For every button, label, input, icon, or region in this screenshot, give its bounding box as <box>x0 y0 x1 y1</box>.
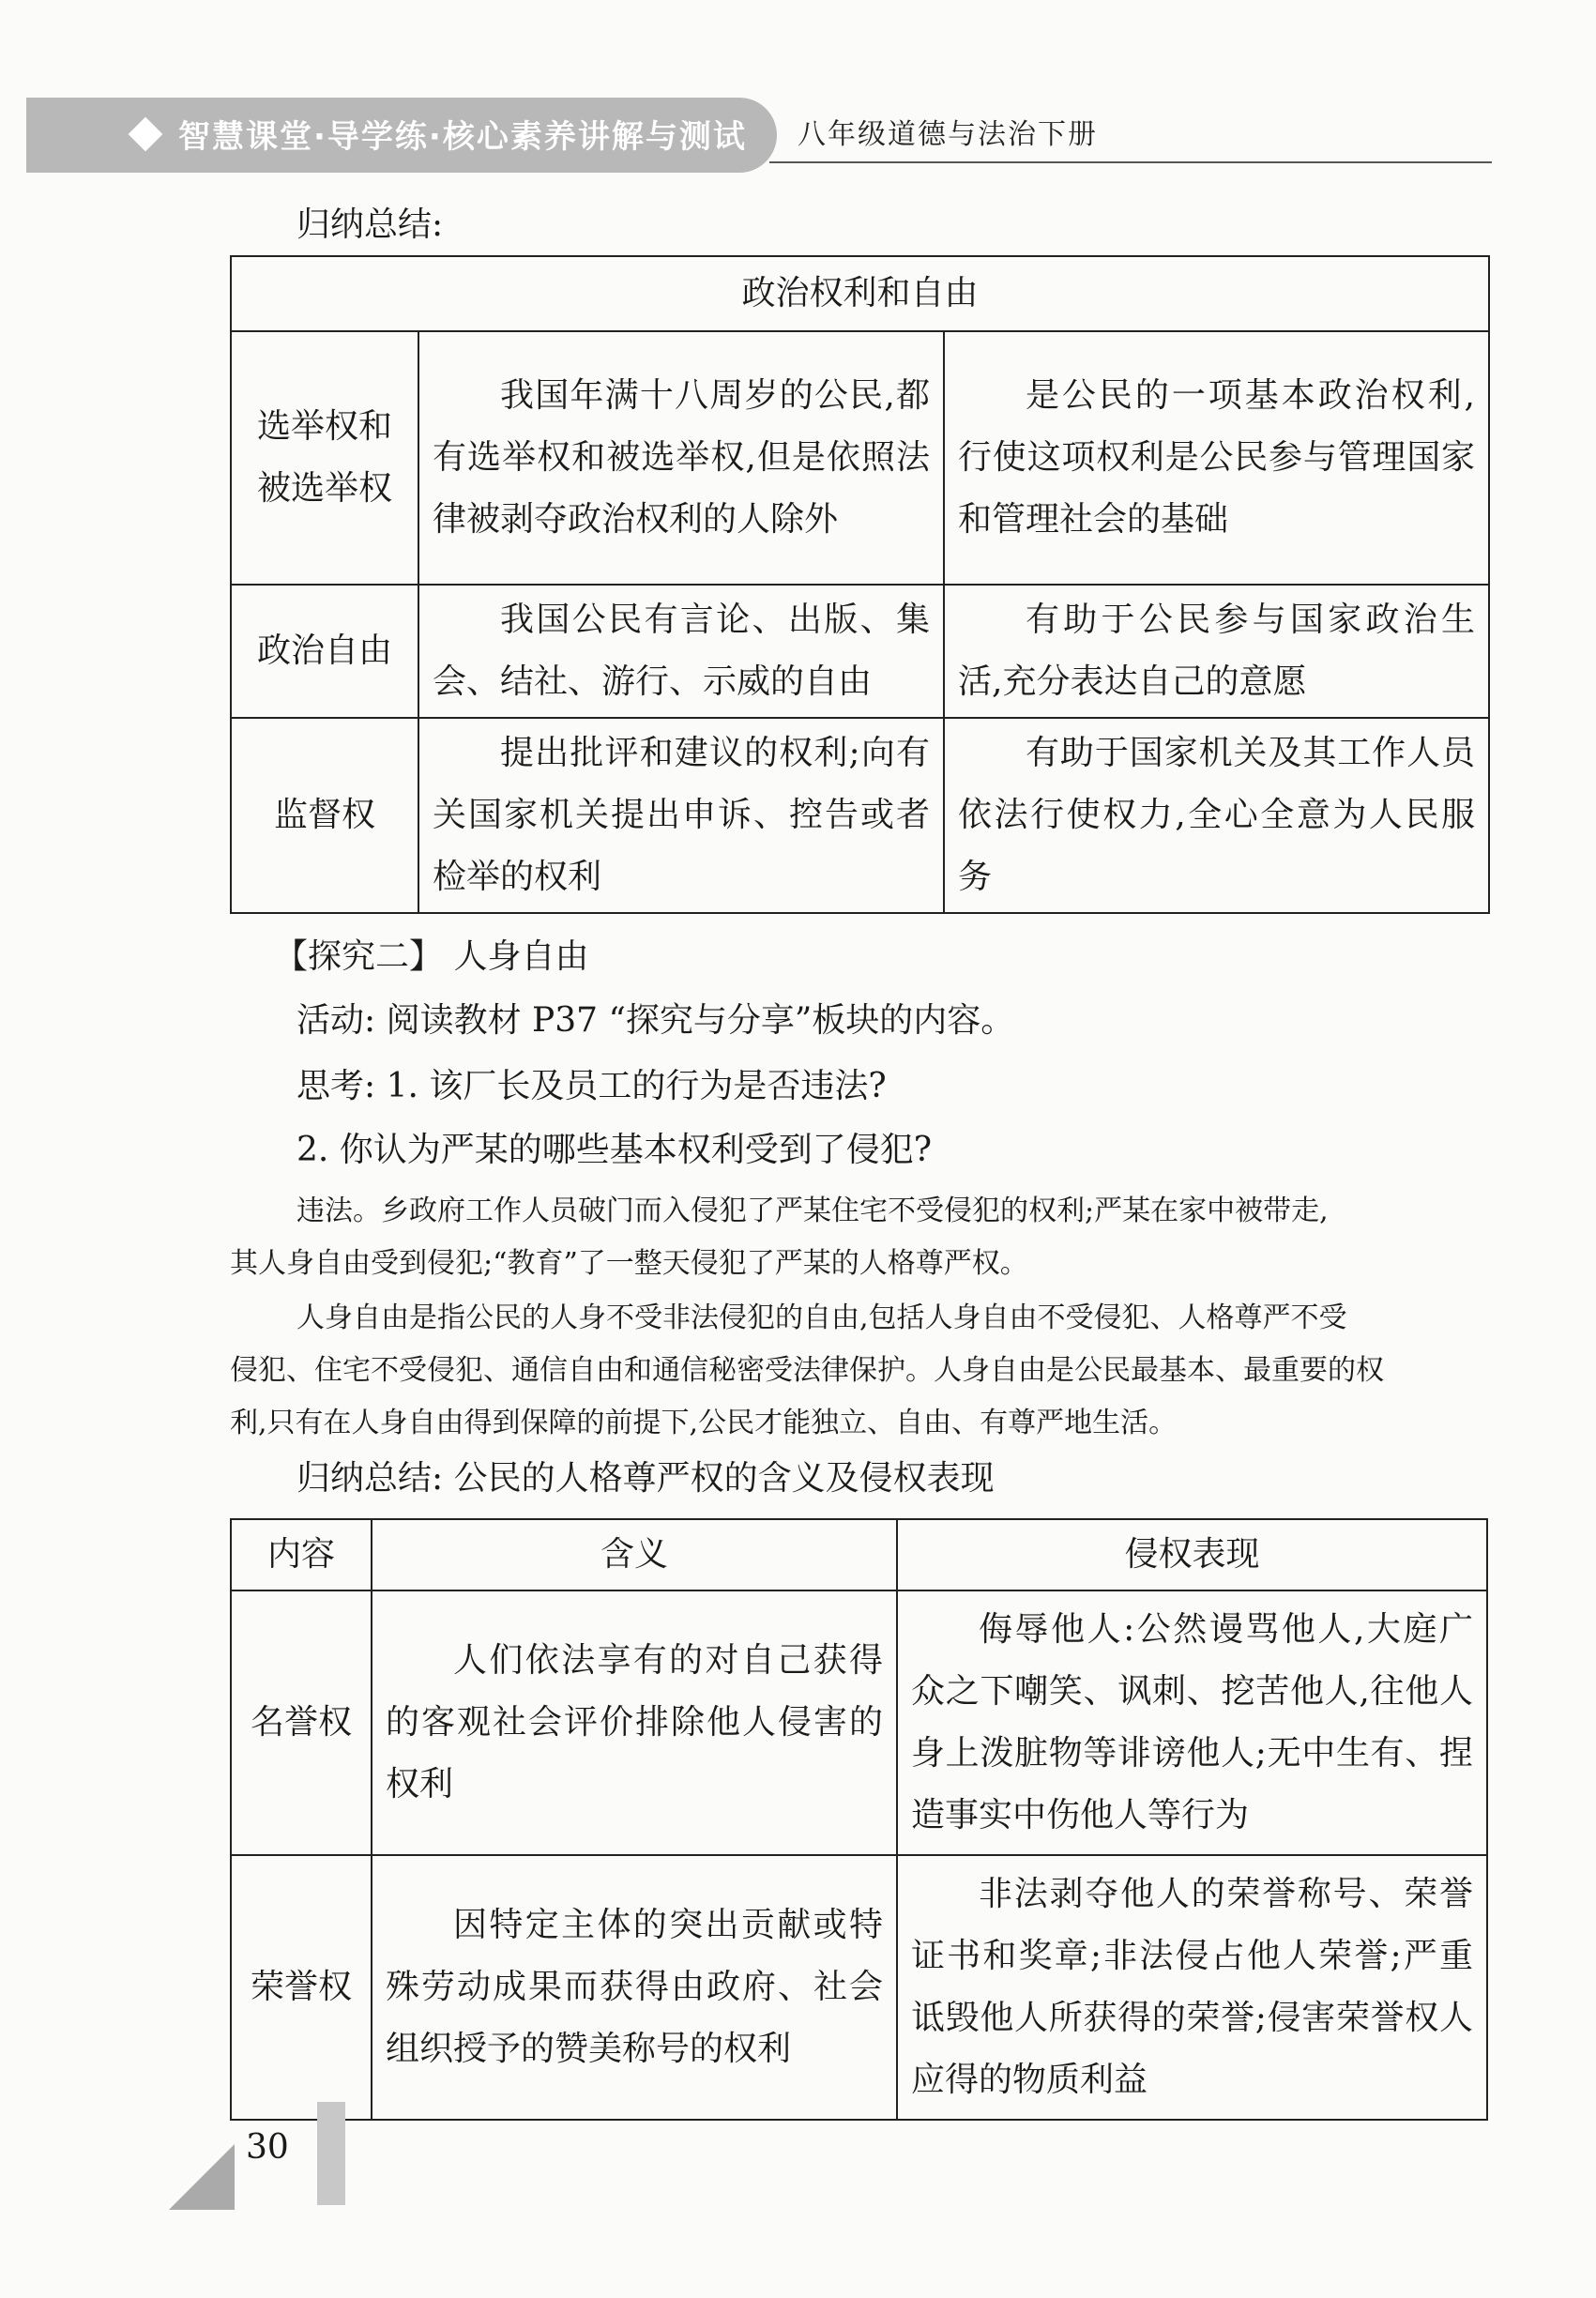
summary1-label: 归纳总结: <box>296 205 444 244</box>
table1-row-content: 我国年满十八周岁的公民,都有选举权和被选举权,但是依照法律被剥夺政治权利的人除外 <box>418 331 944 585</box>
activity-text: 活动: 阅读教材 P37 “探究与分享”板块的内容。 <box>296 1001 1015 1040</box>
page-number: 30 <box>246 2128 289 2167</box>
table1-row-meaning: 有助于公民参与国家政治生活,充分表达自己的意愿 <box>944 585 1489 718</box>
dignity-rights-table <box>230 1518 1488 2121</box>
table-row <box>231 1590 1487 1855</box>
table2-row-meaning: 因特定主体的突出贡献或特殊劳动成果而获得由政府、社会组织授予的赞美称号的权利 <box>372 1855 897 2120</box>
answer2-line: 侵犯、住宅不受侵犯、通信自由和通信秘密受法律保护。人身自由是公民最基本、最重要的权 <box>230 1354 1384 1387</box>
table2-row-name: 名誉权 <box>231 1590 372 1855</box>
table1-row-name: 监督权 <box>231 718 418 913</box>
table2-row-violation: 侮辱他人:公然谩骂他人,大庭广众之下嘲笑、讽刺、挖苦他人,往他人身上泼脏物等诽谤他人;无中生有、捏造事实中伤他人等行为 <box>897 1590 1487 1855</box>
footer-triangle <box>169 2144 235 2210</box>
table2-row-name: 荣誉权 <box>231 1855 372 2120</box>
table2-header: 含义 <box>372 1519 897 1590</box>
answer2-line: 利,只有在人身自由得到保障的前提下,公民才能独立、自由、有尊严地生活。 <box>230 1407 1178 1439</box>
table-row <box>231 331 1489 585</box>
header-divider <box>769 161 1492 163</box>
table1-row-name: 选举权和被选举权 <box>231 331 418 585</box>
answer1-line: 其人身自由受到侵犯;“教育”了一整天侵犯了严某的人格尊严权。 <box>230 1247 1028 1280</box>
table-row <box>231 585 1489 718</box>
table1-row-content: 提出批评和建议的权利;向有关国家机关提出申诉、控告或者检举的权利 <box>418 718 944 913</box>
header-title: 智慧课堂·导学练·核心素养讲解与测试 <box>178 118 747 156</box>
summary2-label: 归纳总结: 公民的人格尊严权的含义及侵权表现 <box>296 1459 995 1498</box>
table2-header: 内容 <box>231 1519 372 1590</box>
table-row <box>231 1855 1487 2120</box>
table-row <box>231 718 1489 913</box>
table2-row-violation: 非法剥夺他人的荣誉称号、荣誉证书和奖章;非法侵占他人荣誉;严重诋毁他人所获得的荣誉;侵害荣誉权人应得的物质利益 <box>897 1855 1487 2120</box>
answer2-line: 人身自由是指公民的人身不受非法侵犯的自由,包括人身自由不受侵犯、人格尊严不受 <box>296 1301 1347 1334</box>
table1-row-content: 我国公民有言论、出版、集会、结社、游行、示威的自由 <box>418 585 944 718</box>
header-subtitle: 八年级道德与法治下册 <box>798 118 1098 151</box>
think-question-2: 2. 你认为严某的哪些基本权利受到了侵犯? <box>296 1131 933 1169</box>
table2-row-meaning: 人们依法享有的对自己获得的客观社会评价排除他人侵害的权利 <box>372 1590 897 1855</box>
table2-header: 侵权表现 <box>897 1519 1487 1590</box>
table1-row-meaning: 是公民的一项基本政治权利,行使这项权利是公民参与管理国家和管理社会的基础 <box>944 331 1489 585</box>
think-question-1: 思考: 1. 该厂长及员工的行为是否违法? <box>296 1067 887 1105</box>
political-rights-table <box>230 255 1490 914</box>
table1-row-meaning: 有助于国家机关及其工作人员依法行使权力,全心全意为人民服务 <box>944 718 1489 913</box>
answer1-line: 违法。乡政府工作人员破门而入侵犯了严某住宅不受侵犯的权利;严某在家中被带走, <box>296 1195 1329 1227</box>
table1-title: 政治权利和自由 <box>231 256 1489 331</box>
table1-row-name: 政治自由 <box>231 585 418 718</box>
footer-bar <box>317 2102 345 2205</box>
section2-heading: 【探究二】 人身自由 <box>274 937 589 976</box>
